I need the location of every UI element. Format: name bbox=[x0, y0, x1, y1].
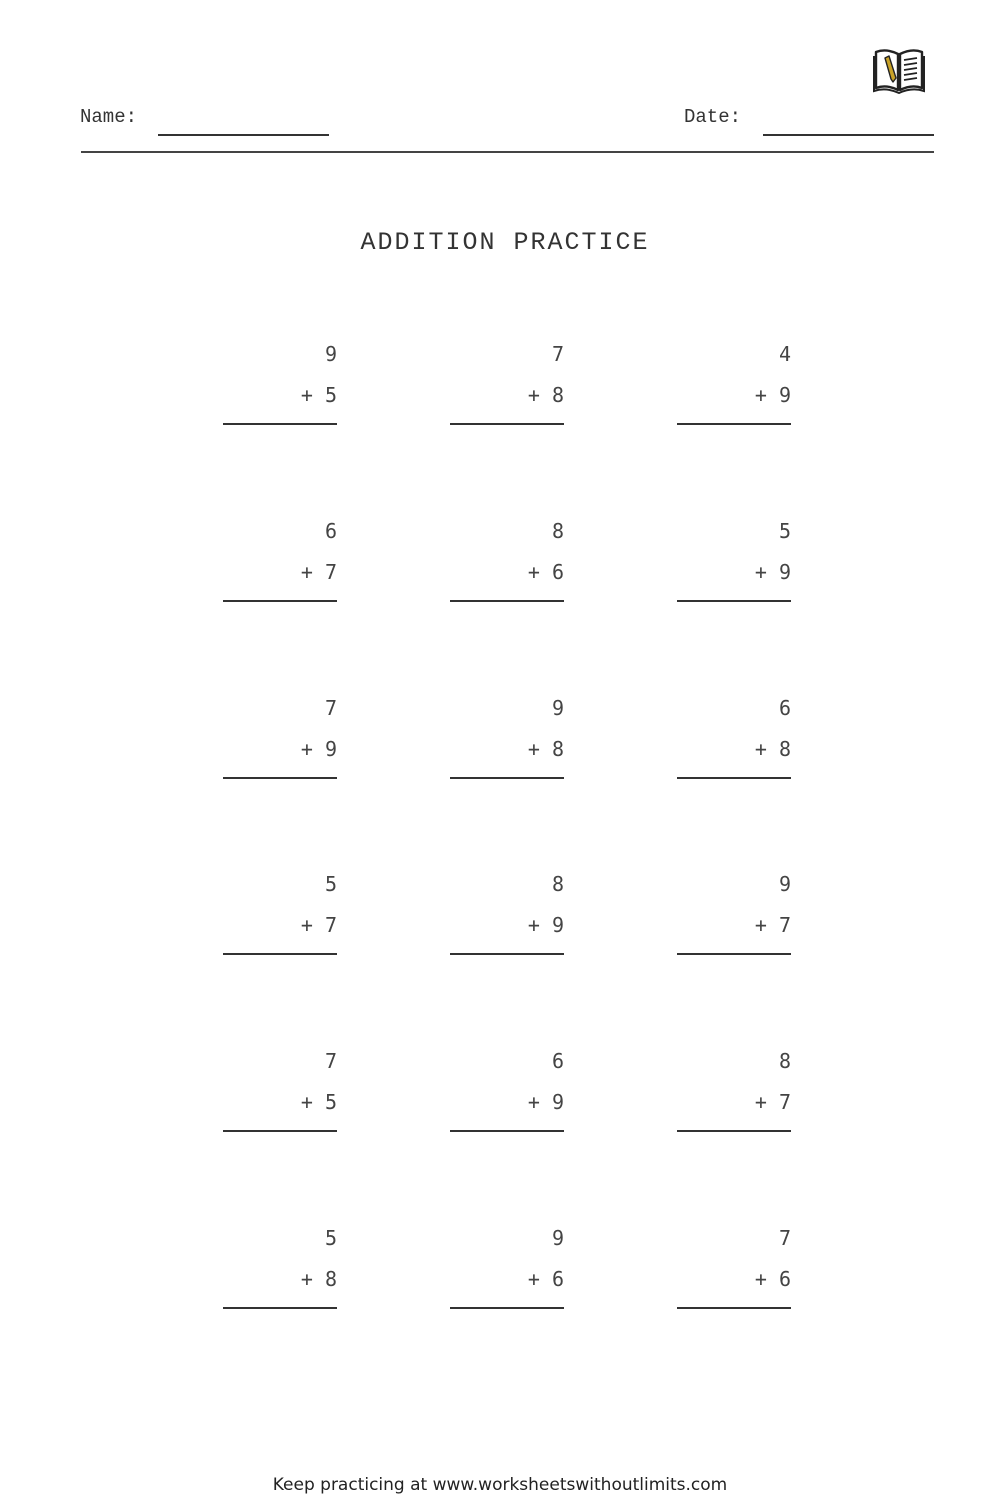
addition-problem bbox=[450, 872, 564, 962]
problem-bottom-number: 9 bbox=[778, 560, 791, 584]
addition-problem bbox=[223, 1226, 337, 1316]
problem-top-number: 7 bbox=[778, 1226, 791, 1250]
problem-top-number: 6 bbox=[551, 1049, 564, 1073]
problem-bottom-row bbox=[755, 383, 791, 407]
date-label: Date: bbox=[684, 106, 742, 128]
problem-bottom-row bbox=[755, 1090, 791, 1114]
addition-problem bbox=[223, 519, 337, 609]
problem-bottom-row bbox=[528, 383, 564, 407]
addition-problem bbox=[223, 1049, 337, 1139]
addition-problem bbox=[450, 342, 564, 432]
addition-problem bbox=[677, 342, 791, 432]
problem-top-number: 8 bbox=[778, 1049, 791, 1073]
problem-bottom-row bbox=[755, 737, 791, 761]
problem-bottom-number: 9 bbox=[778, 383, 791, 407]
answer-line[interactable] bbox=[677, 423, 791, 425]
addition-problem bbox=[450, 1049, 564, 1139]
answer-line[interactable] bbox=[450, 1130, 564, 1132]
problem-bottom-number: 7 bbox=[324, 560, 337, 584]
plus-operator: + bbox=[754, 560, 767, 584]
problem-bottom-number: 8 bbox=[551, 383, 564, 407]
name-label: Name: bbox=[80, 106, 138, 128]
plus-operator: + bbox=[527, 1090, 540, 1114]
problem-bottom-row bbox=[755, 560, 791, 584]
problem-bottom-row bbox=[301, 1090, 337, 1114]
answer-line[interactable] bbox=[450, 600, 564, 602]
plus-operator: + bbox=[527, 383, 540, 407]
addition-problem bbox=[450, 519, 564, 609]
plus-operator: + bbox=[527, 560, 540, 584]
problem-bottom-row bbox=[528, 1267, 564, 1291]
answer-line[interactable] bbox=[223, 953, 337, 955]
plus-operator: + bbox=[527, 1267, 540, 1291]
addition-problem bbox=[223, 872, 337, 962]
problem-bottom-number: 7 bbox=[324, 913, 337, 937]
problem-bottom-number: 5 bbox=[324, 383, 337, 407]
problem-top-number: 5 bbox=[324, 872, 337, 896]
answer-line[interactable] bbox=[677, 953, 791, 955]
problem-bottom-number: 6 bbox=[551, 1267, 564, 1291]
plus-operator: + bbox=[754, 383, 767, 407]
plus-operator: + bbox=[300, 1090, 313, 1114]
answer-line[interactable] bbox=[223, 1130, 337, 1132]
problem-bottom-row bbox=[528, 913, 564, 937]
plus-operator: + bbox=[300, 913, 313, 937]
problem-top-number: 8 bbox=[551, 872, 564, 896]
footer-text: Keep practicing at www.worksheetswithoutlimits.com bbox=[272, 1475, 728, 1495]
problem-top-number: 7 bbox=[324, 1049, 337, 1073]
problem-top-number: 9 bbox=[324, 342, 337, 366]
problem-bottom-row bbox=[301, 1267, 337, 1291]
answer-line[interactable] bbox=[677, 600, 791, 602]
answer-line[interactable] bbox=[450, 777, 564, 779]
plus-operator: + bbox=[300, 737, 313, 761]
plus-operator: + bbox=[754, 913, 767, 937]
problem-bottom-number: 9 bbox=[551, 913, 564, 937]
plus-operator: + bbox=[300, 560, 313, 584]
problem-top-number: 7 bbox=[551, 342, 564, 366]
addition-problem bbox=[677, 519, 791, 609]
addition-problem bbox=[450, 696, 564, 786]
answer-line[interactable] bbox=[677, 777, 791, 779]
problem-bottom-number: 7 bbox=[778, 1090, 791, 1114]
plus-operator: + bbox=[754, 737, 767, 761]
answer-line[interactable] bbox=[223, 600, 337, 602]
answer-line[interactable] bbox=[677, 1307, 791, 1309]
answer-line[interactable] bbox=[450, 423, 564, 425]
problem-bottom-number: 9 bbox=[551, 1090, 564, 1114]
answer-line[interactable] bbox=[223, 1307, 337, 1309]
answer-line[interactable] bbox=[677, 1130, 791, 1132]
problem-bottom-number: 8 bbox=[778, 737, 791, 761]
addition-problem bbox=[677, 696, 791, 786]
problem-bottom-row bbox=[528, 1090, 564, 1114]
addition-problem bbox=[677, 1049, 791, 1139]
problem-top-number: 9 bbox=[551, 696, 564, 720]
addition-problem bbox=[677, 872, 791, 962]
plus-operator: + bbox=[754, 1267, 767, 1291]
problem-bottom-row bbox=[528, 560, 564, 584]
problem-bottom-number: 7 bbox=[778, 913, 791, 937]
plus-operator: + bbox=[300, 383, 313, 407]
problem-top-number: 9 bbox=[551, 1226, 564, 1250]
problem-bottom-number: 5 bbox=[324, 1090, 337, 1114]
addition-problem bbox=[223, 696, 337, 786]
problem-bottom-number: 8 bbox=[551, 737, 564, 761]
problem-bottom-number: 6 bbox=[551, 560, 564, 584]
problem-bottom-number: 8 bbox=[324, 1267, 337, 1291]
problem-bottom-number: 6 bbox=[778, 1267, 791, 1291]
problem-bottom-row bbox=[301, 737, 337, 761]
problem-bottom-row bbox=[755, 1267, 791, 1291]
problem-bottom-number: 9 bbox=[324, 737, 337, 761]
problem-bottom-row bbox=[528, 737, 564, 761]
plus-operator: + bbox=[754, 1090, 767, 1114]
problem-bottom-row bbox=[301, 560, 337, 584]
addition-problem bbox=[223, 342, 337, 432]
problem-top-number: 8 bbox=[551, 519, 564, 543]
problem-bottom-row bbox=[301, 913, 337, 937]
answer-line[interactable] bbox=[223, 423, 337, 425]
answer-line[interactable] bbox=[450, 953, 564, 955]
problem-top-number: 5 bbox=[324, 1226, 337, 1250]
problem-top-number: 9 bbox=[778, 872, 791, 896]
problem-bottom-row bbox=[301, 383, 337, 407]
problem-top-number: 5 bbox=[778, 519, 791, 543]
problem-top-number: 7 bbox=[324, 696, 337, 720]
plus-operator: + bbox=[300, 1267, 313, 1291]
addition-problem bbox=[450, 1226, 564, 1316]
plus-operator: + bbox=[527, 913, 540, 937]
problem-top-number: 6 bbox=[324, 519, 337, 543]
addition-problem bbox=[677, 1226, 791, 1316]
answer-line[interactable] bbox=[450, 1307, 564, 1309]
problem-top-number: 6 bbox=[778, 696, 791, 720]
problem-top-number: 4 bbox=[778, 342, 791, 366]
page-title: ADDITION PRACTICE bbox=[360, 228, 650, 257]
plus-operator: + bbox=[527, 737, 540, 761]
answer-line[interactable] bbox=[223, 777, 337, 779]
problem-bottom-row bbox=[755, 913, 791, 937]
